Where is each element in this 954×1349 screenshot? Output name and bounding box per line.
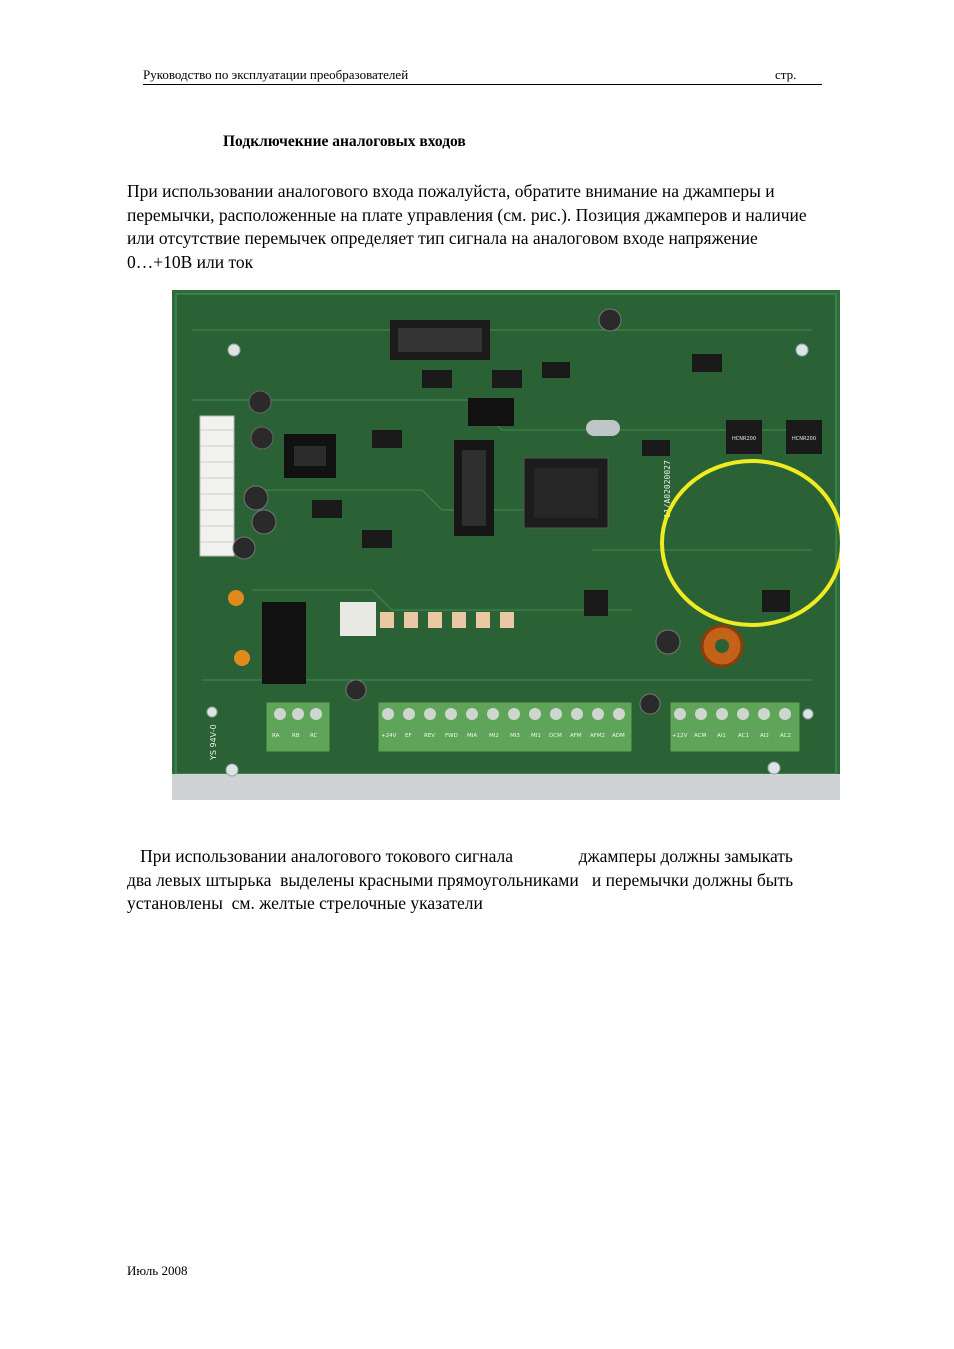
relay xyxy=(262,602,306,684)
terminal-block-left xyxy=(266,702,330,752)
chip-marking: HCNR200 xyxy=(792,436,817,442)
header-page-label: стр. xyxy=(775,67,797,82)
tantalum-capacitor xyxy=(228,590,244,606)
tantalum-capacitor xyxy=(234,650,250,666)
control-board-photo xyxy=(172,290,840,800)
terminal-label: MI2 xyxy=(489,733,499,739)
jumper-block xyxy=(340,602,376,636)
mounting-hole xyxy=(207,707,217,717)
terminal-label: FWD xyxy=(445,733,458,739)
body-line: При использовании аналогового токового сигнала джамперы должны замыкать xyxy=(127,846,793,866)
terminal-block-middle xyxy=(378,702,632,752)
intro-line: 0…+10В или ток xyxy=(127,251,254,272)
terminal-label: AC2 xyxy=(780,733,792,739)
mounting-hole xyxy=(796,344,808,356)
terminal-label: +12V xyxy=(672,733,688,739)
page-header xyxy=(143,66,822,85)
terminal-label: AFM2 xyxy=(590,733,606,739)
terminal-label: DCM xyxy=(549,733,562,739)
body-line: два левых штырька выделены красными прямоугольниками и перемычки должны быть xyxy=(127,869,794,890)
terminal-label: REV xyxy=(424,733,436,739)
terminal-label: MIA xyxy=(467,733,478,739)
white-connector xyxy=(200,416,234,556)
page-footer: Июль 2008 xyxy=(127,1263,188,1278)
terminal-label: ADM xyxy=(612,733,625,739)
intro-line: При использовании аналогового входа пожалуйста, обратите внимание на джамперы и xyxy=(127,181,775,201)
terminal-label: +24V xyxy=(381,733,397,739)
terminal-label: RC xyxy=(310,733,318,739)
terminal-label: ACM xyxy=(694,733,707,739)
terminal-label: RB xyxy=(292,733,300,739)
header-title: Руководство по эксплуатации преобразователей xyxy=(143,67,409,82)
terminal-label: MI1 xyxy=(531,733,541,739)
body-paragraph xyxy=(127,845,887,916)
terminal-label: AFM xyxy=(570,733,582,739)
intro-line: перемычки, расположенные на плате управления (см. рис.). Позиция джамперов и наличие xyxy=(127,204,807,225)
terminal-block-right xyxy=(670,702,800,752)
crystal xyxy=(586,420,620,436)
chip-marking: HCNR200 xyxy=(732,436,757,442)
terminal-label: AI2 xyxy=(760,733,769,739)
body-line: установлены см. желтые стрелочные указатели xyxy=(127,893,483,913)
terminal-label: RA xyxy=(272,733,280,739)
pcb-marking: 11/A02020027 xyxy=(663,460,672,518)
mounting-hole xyxy=(768,762,780,774)
side-marking: YS 94V-0 xyxy=(209,724,218,760)
header-connector xyxy=(468,398,514,426)
mounting-hole xyxy=(803,709,813,719)
terminal-label: MI3 xyxy=(510,733,520,739)
terminal-label: AI1 xyxy=(717,733,726,739)
mounting-hole xyxy=(228,344,240,356)
terminal-label: EF xyxy=(405,733,412,739)
intro-paragraph xyxy=(127,180,897,274)
mounting-hole xyxy=(226,764,238,776)
section-title: Подключекние аналоговых входов xyxy=(223,133,466,150)
terminal-label: AC1 xyxy=(738,733,750,739)
intro-line: или отсутствие перемычек определяет тип сигнала на аналоговом входе напряжение xyxy=(127,228,758,248)
